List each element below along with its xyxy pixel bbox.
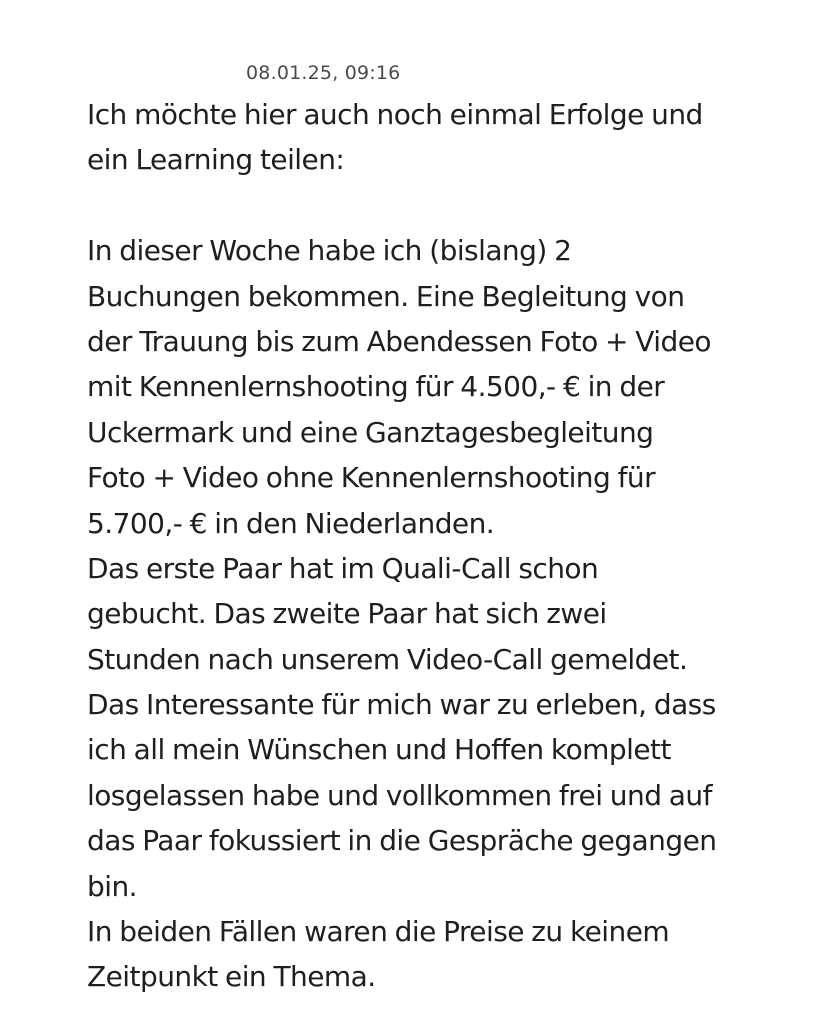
message-line: ein Learning teilen: xyxy=(87,143,345,177)
message-line: mit Kennenlernshooting für 4.500,- € in der xyxy=(87,370,665,404)
message-body xyxy=(87,92,787,1000)
message-line: losgelassen habe und vollkommen frei und auf xyxy=(87,778,712,812)
message-line: Das erste Paar hat im Quali-Call schon xyxy=(87,551,599,585)
message-line: der Trauung bis zum Abendessen Foto + Video xyxy=(87,324,712,358)
message-line: bin. xyxy=(87,869,137,903)
message-line: Das Interessante für mich war zu erleben, dass xyxy=(87,688,716,722)
message-line: Ich möchte hier auch noch einmal Erfolge und xyxy=(87,98,703,131)
message-line: Buchungen bekommen. Eine Begleitung von xyxy=(87,279,685,313)
message-line: Zeitpunkt ein Thema. xyxy=(87,960,376,994)
message-line: Foto + Video ohne Kennenlernshooting für xyxy=(87,461,656,495)
message-line: gebucht. Das zweite Paar hat sich zwei xyxy=(87,597,607,631)
message-blank-line xyxy=(87,183,787,228)
message-line: In dieser Woche habe ich (bislang) 2 xyxy=(87,234,572,268)
message-line: Uckermark und eine Ganztagesbegleitung xyxy=(87,415,654,449)
message-line: ich all mein Wünschen und Hoffen komplett xyxy=(87,733,671,767)
message-line: das Paar fokussiert in die Gespräche gegangen xyxy=(87,824,717,858)
message-line: 5.700,- € in den Niederlanden. xyxy=(87,506,495,540)
message-timestamp: 08.01.25, 09:16 xyxy=(246,62,401,84)
message-line: In beiden Fällen waren die Preise zu keinem xyxy=(87,915,670,949)
message-line: Stunden nach unserem Video-Call gemeldet. xyxy=(87,642,688,676)
